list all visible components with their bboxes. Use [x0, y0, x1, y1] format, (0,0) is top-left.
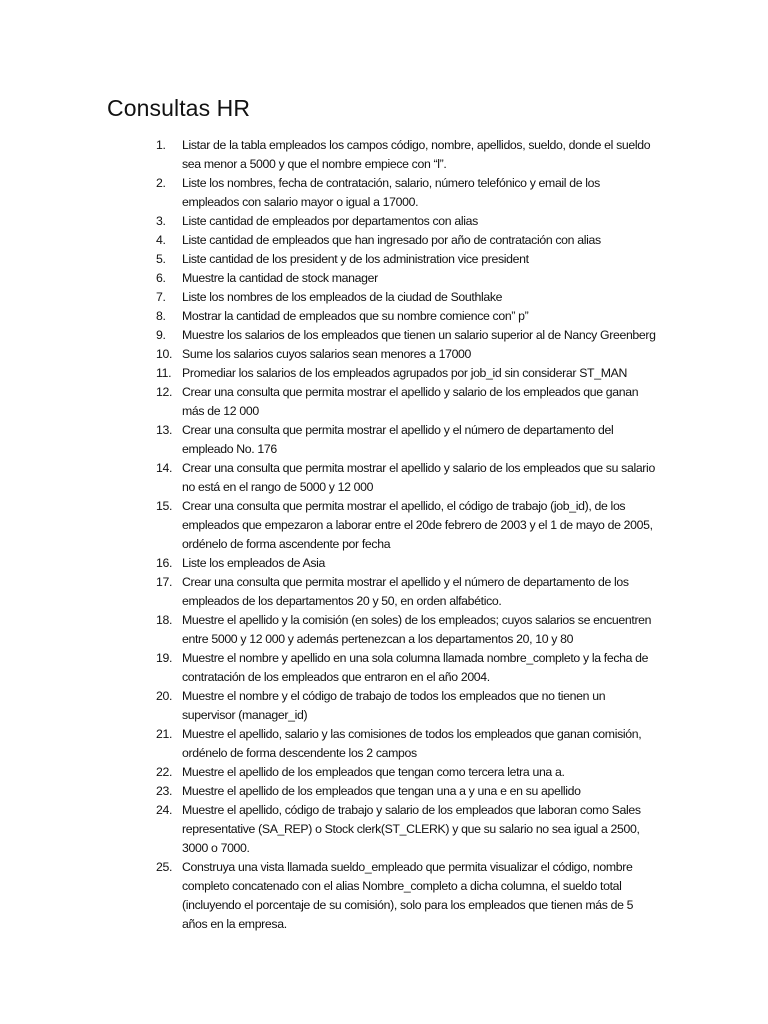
list-item-number: 4.	[156, 233, 166, 247]
list-item	[156, 497, 656, 554]
list-item	[156, 288, 656, 307]
list-item	[156, 763, 656, 782]
list-item-number: 24.	[156, 803, 173, 817]
list-item-number: 20.	[156, 689, 173, 703]
list-item-number: 12.	[156, 385, 173, 399]
list-item	[156, 345, 656, 364]
list-item-number: 14.	[156, 461, 173, 475]
list-item-text: Crear una consulta que permita mostrar el apellido y salario de los empleados que su salario no está en el rango de 5000 y 12 000	[182, 461, 655, 494]
list-item-number: 25.	[156, 860, 173, 874]
list-item-text: Liste cantidad de empleados por departamentos con alias	[182, 214, 478, 228]
list-item	[156, 326, 656, 345]
list-item-number: 22.	[156, 765, 173, 779]
list-item-number: 10.	[156, 347, 173, 361]
list-item-text: Muestre los salarios de los empleados que tienen un salario superior al de Nancy Greenberg	[182, 328, 656, 342]
list-item-text: Muestre el apellido y la comisión (en soles) de los empleados; cuyos salarios se encuentren entre 5000 y 12 000 y además pertenezcan a los departamentos 20, 10 y 80	[182, 613, 652, 646]
list-item	[156, 554, 656, 573]
list-item-number: 1.	[156, 138, 166, 152]
query-list	[156, 136, 656, 934]
list-item-text: Liste los empleados de Asia	[182, 556, 325, 570]
page-title: Consultas HR	[107, 95, 251, 121]
list-item-text: Liste los nombres, fecha de contratación, salario, número telefónico y email de los empleados con salario mayor o igual a 17000.	[182, 176, 600, 209]
list-item	[156, 231, 656, 250]
list-item-text: Promediar los salarios de los empleados agrupados por job_id sin considerar ST_MAN	[182, 366, 627, 380]
list-item-number: 15.	[156, 499, 173, 513]
list-item-text: Muestre el apellido, código de trabajo y salario de los empleados que laboran como Sales representative (SA_REP) o Stock clerk(ST_CLERK) y que su salario no sea igual a 2500, 3000 o 7000.	[182, 803, 641, 855]
list-item-number: 6.	[156, 271, 166, 285]
list-item	[156, 459, 656, 497]
list-item-number: 9.	[156, 328, 166, 342]
list-item	[156, 421, 656, 459]
list-item-number: 21.	[156, 727, 173, 741]
list-item	[156, 573, 656, 611]
list-item-text: Crear una consulta que permita mostrar el apellido, el código de trabajo (job_id), de los empleados que empezaron a laborar entre el 20de febrero de 2003 y el 1 de mayo de 2005, ordénelo de forma ascendente por fecha	[182, 499, 653, 551]
list-item-text: Muestre el apellido, salario y las comisiones de todos los empleados que ganan comisión, ordénelo de forma descendente los 2 campos	[182, 727, 642, 760]
list-item-text: Muestre el apellido de los empleados que tengan una a y una e en su apellido	[182, 784, 581, 798]
list-item-text: Crear una consulta que permita mostrar el apellido y el número de departamento del empleado No. 176	[182, 423, 614, 456]
list-item-number: 19.	[156, 651, 173, 665]
list-item-number: 18.	[156, 613, 173, 627]
list-item-text: Crear una consulta que permita mostrar el apellido y el número de departamento de los empleados de los departamentos 20 y 50, en orden alfabético.	[182, 575, 629, 608]
list-item	[156, 782, 656, 801]
list-item-number: 23.	[156, 784, 173, 798]
list-item	[156, 174, 656, 212]
list-item-number: 8.	[156, 309, 166, 323]
list-item-text: Muestre el nombre y el código de trabajo de todos los empleados que no tienen un supervisor (manager_id)	[182, 689, 606, 722]
list-item	[156, 364, 656, 383]
list-item-text: Crear una consulta que permita mostrar el apellido y salario de los empleados que ganan más de 12 000	[182, 385, 639, 418]
list-item-text: Liste cantidad de empleados que han ingresado por año de contratación con alias	[182, 233, 601, 247]
list-item-number: 2.	[156, 176, 166, 190]
list-item	[156, 687, 656, 725]
list-item-number: 5.	[156, 252, 166, 266]
list-item-number: 11.	[156, 366, 172, 380]
list-item	[156, 383, 656, 421]
list-item-number: 17.	[156, 575, 173, 589]
list-item	[156, 212, 656, 231]
list-item	[156, 250, 656, 269]
list-item	[156, 801, 656, 858]
list-item	[156, 725, 656, 763]
list-item	[156, 269, 656, 288]
list-item-number: 13.	[156, 423, 173, 437]
list-item	[156, 307, 656, 326]
list-item-number: 7.	[156, 290, 166, 304]
list-item-text: Muestre el nombre y apellido en una sola columna llamada nombre_completo y la fecha de contratación de los empleados que entraron en el año 2004.	[182, 651, 649, 684]
list-item-text: Listar de la tabla empleados los campos código, nombre, apellidos, sueldo, donde el sueldo sea menor a 5000 y que el nombre empiece con “l”.	[182, 138, 651, 171]
list-item-number: 3.	[156, 214, 166, 228]
list-item-text: Construya una vista llamada sueldo_empleado que permita visualizar el código, nombre completo concatenado con el alias Nombre_completo a dicha columna, el sueldo total (incluyendo el porcentaje de su comisión), solo para los empleados que tienen más de 5 años en la empresa.	[182, 860, 634, 931]
list-item-text: Sume los salarios cuyos salarios sean menores a 17000	[182, 347, 472, 361]
list-item	[156, 649, 656, 687]
list-item-text: Muestre el apellido de los empleados que tengan como tercera letra una a.	[182, 765, 565, 779]
list-item-text: Liste los nombres de los empleados de la ciudad de Southlake	[182, 290, 503, 304]
list-item-number: 16.	[156, 556, 173, 570]
list-item	[156, 136, 656, 174]
list-item	[156, 858, 656, 934]
list-item	[156, 611, 656, 649]
list-item-text: Mostrar la cantidad de empleados que su nombre comience con” p”	[182, 309, 529, 323]
list-item-text: Muestre la cantidad de stock manager	[182, 271, 378, 285]
list-item-text: Liste cantidad de los president y de los administration vice president	[182, 252, 529, 266]
